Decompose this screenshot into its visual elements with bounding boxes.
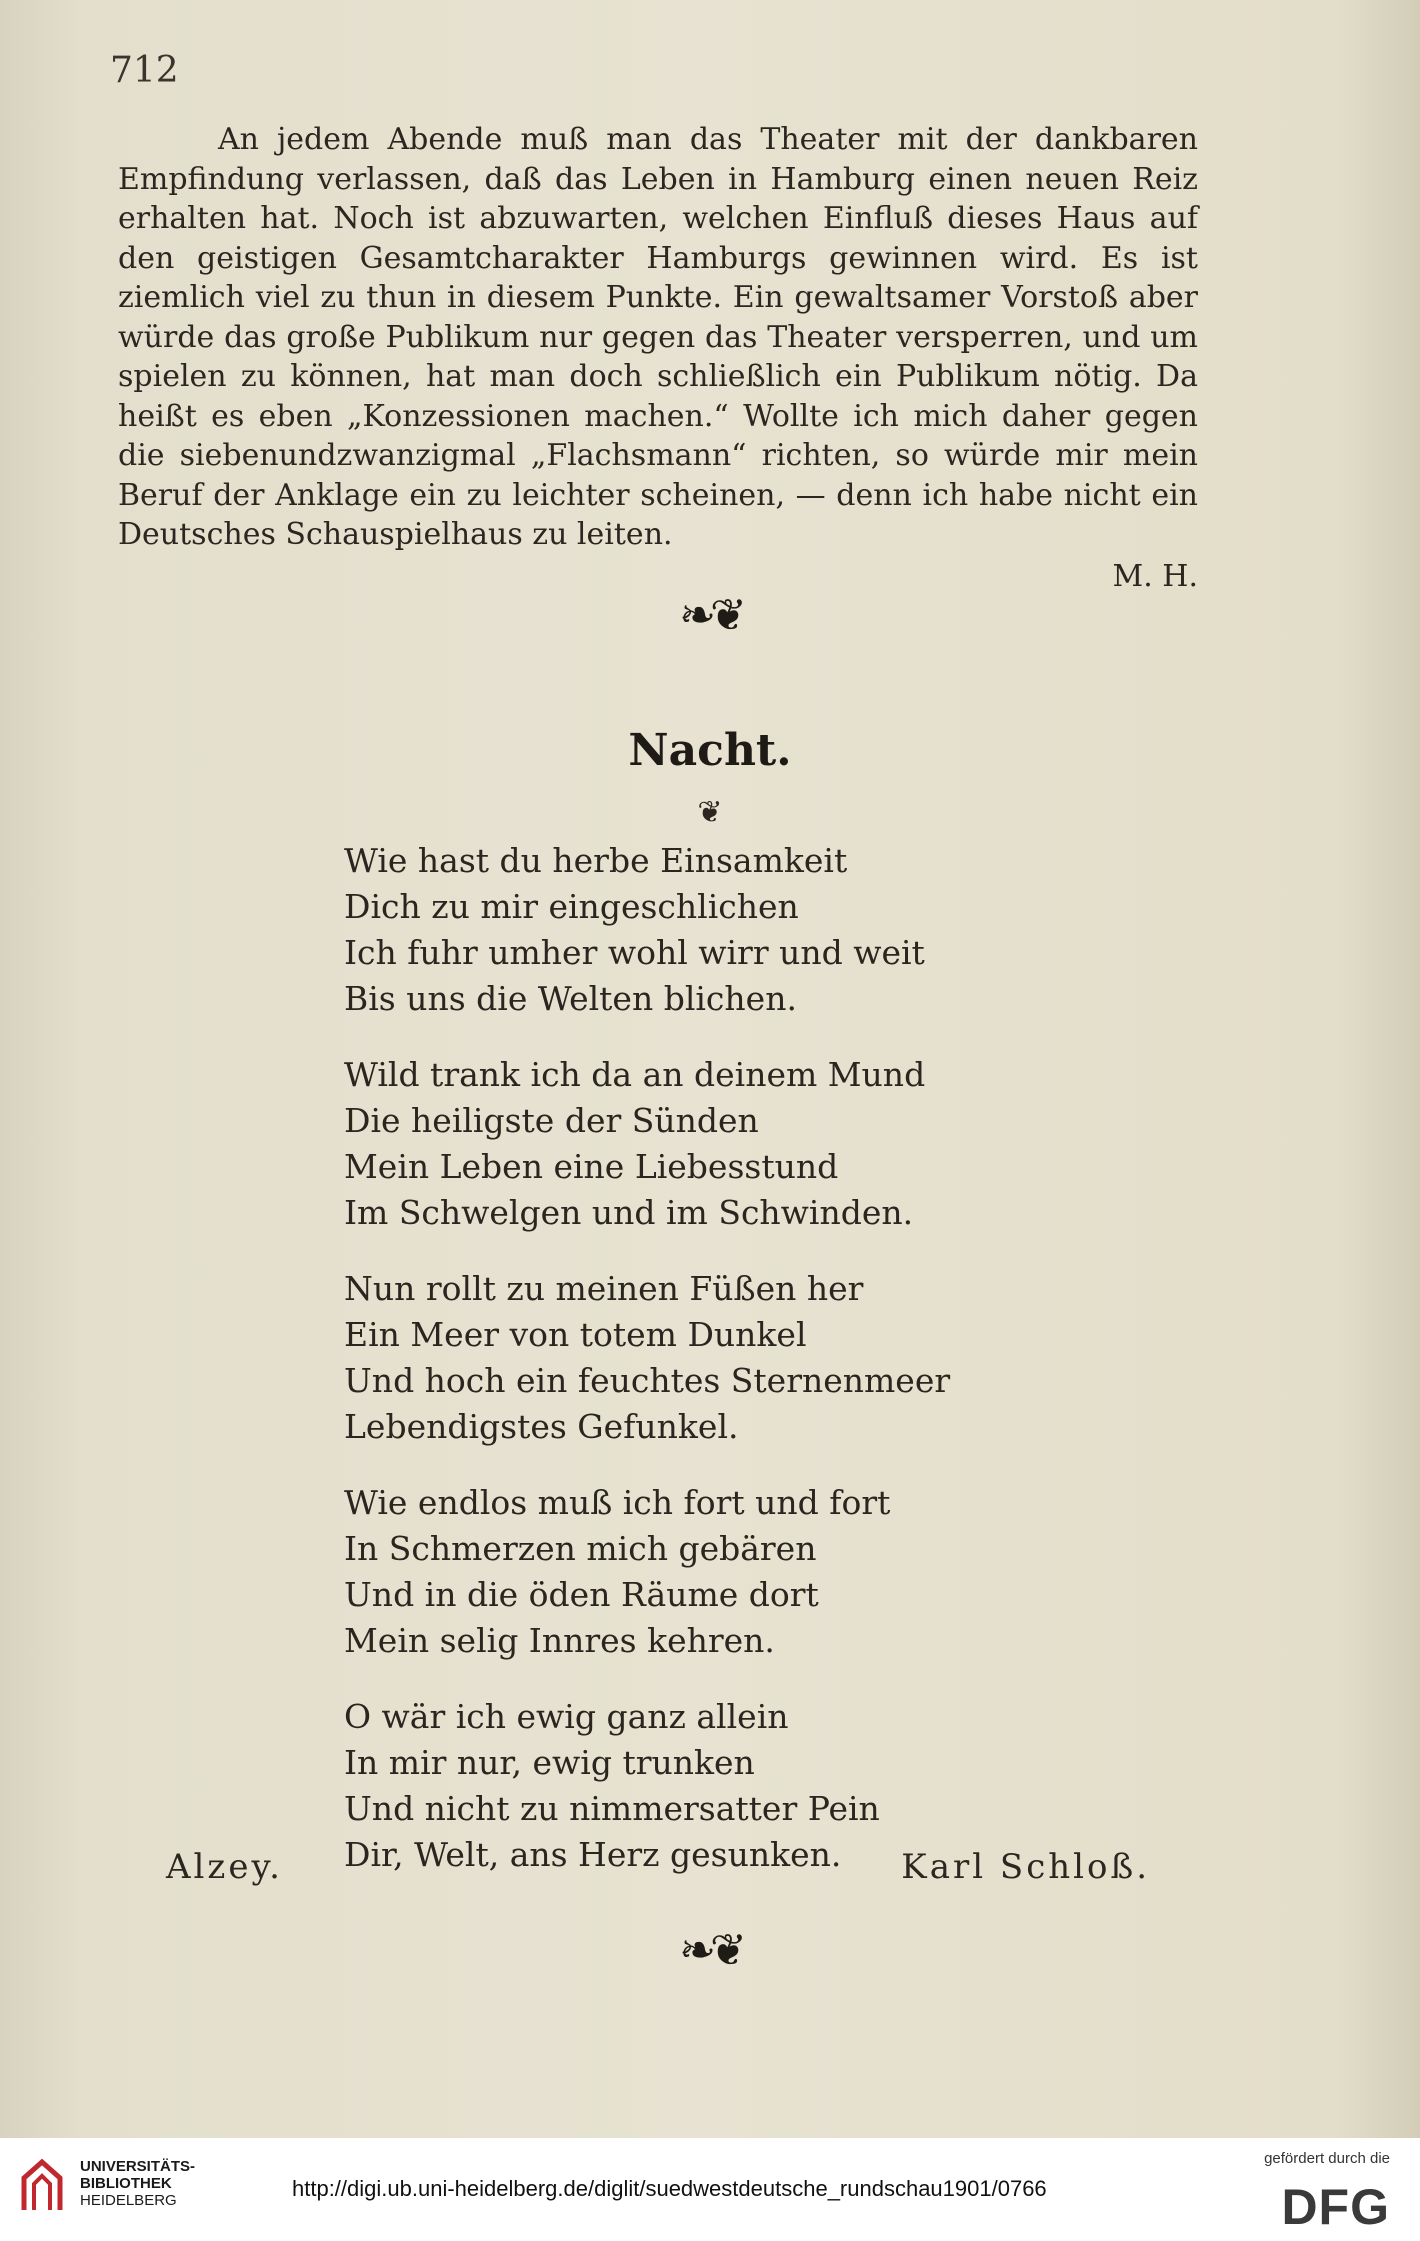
library-name-line: UNIVERSITÄTS- bbox=[80, 2158, 196, 2175]
poem-line: Und nicht zu nimmersatter Pein bbox=[344, 1789, 880, 1828]
ub-heidelberg-logo-icon[interactable] bbox=[18, 2156, 66, 2216]
funding-caption: gefördert durch die bbox=[1264, 2150, 1390, 2167]
dfg-logo[interactable]: DFG bbox=[1281, 2179, 1390, 2235]
poem-line: Wild trank ich da an deinem Mund bbox=[344, 1055, 926, 1094]
page-number: 712 bbox=[110, 50, 179, 91]
poem-line: Wie hast du herbe Einsamkeit bbox=[344, 841, 848, 880]
poem-place: Alzey. bbox=[166, 1847, 283, 1887]
poem-line: Mein selig Innres kehren. bbox=[344, 1621, 775, 1660]
poem-line: Ich fuhr umher wohl wirr und weit bbox=[344, 933, 925, 972]
poem-line: Bis uns die Welten blichen. bbox=[344, 979, 797, 1018]
footer-bar bbox=[0, 2138, 1420, 2241]
poem-line: Die heiligste der Sünden bbox=[344, 1101, 759, 1140]
fleuron-ornament-icon: ❧❦ bbox=[679, 590, 741, 641]
poem-stanza bbox=[344, 1266, 1104, 1450]
small-ornament-icon: ❦ bbox=[697, 795, 723, 830]
poem-line: In mir nur, ewig trunken bbox=[344, 1743, 755, 1782]
article-paragraph: An jedem Abende muß man das Theater mit der dankbaren Empfindung verlassen, daß das Leben in Hamburg einen neuen Reiz erhalten hat. Noch ist abzuwarten, welchen Einfluß dieses Haus auf den geistigen Gesamtcharakter Hamburgs gewinnen wird. Es ist ziemlich viel zu thun in diesem Punkte. Ein gewaltsamer Vorstoß aber würde das große Publikum nur gegen das Theater versperren, und um spielen zu können, hat man doch schließlich ein Publikum nötig. Da heißt es eben „Konzessionen machen.“ Wollte ich mich daher gegen die siebenundzwanzigmal „Flachsmann“ richten, so würde mir mein Beruf der Anklage ein zu leichter scheinen, — denn ich habe nicht ein Deutsches Schauspielhaus zu leiten. bbox=[118, 122, 1198, 552]
poem-line: Lebendigstes Gefunkel. bbox=[344, 1407, 739, 1446]
poem-line: Mein Leben eine Liebesstund bbox=[344, 1147, 839, 1186]
fleuron-ornament-icon: ❧❦ bbox=[679, 1925, 741, 1976]
article-text bbox=[118, 120, 1198, 596]
poem-line: In Schmerzen mich gebären bbox=[344, 1529, 817, 1568]
poem-stanza bbox=[344, 1480, 1104, 1664]
poem-line: Dir, Welt, ans Herz gesunken. bbox=[344, 1835, 842, 1874]
source-url-link[interactable]: http://digi.ub.uni-heidelberg.de/diglit/suedwestdeutsche_rundschau1901/0766 bbox=[292, 2176, 1047, 2201]
poem-line: Und in die öden Räume dort bbox=[344, 1575, 819, 1614]
poem-author: Karl Schloß. bbox=[901, 1847, 1150, 1887]
poem-stanza bbox=[344, 1052, 1104, 1236]
poem-line: Ein Meer von totem Dunkel bbox=[344, 1315, 807, 1354]
poem-line: O wär ich ewig ganz allein bbox=[344, 1697, 789, 1736]
poem-line: Und hoch ein feuchtes Sternenmeer bbox=[344, 1361, 951, 1400]
library-name bbox=[80, 2158, 195, 2209]
poem-stanza bbox=[344, 838, 1104, 1022]
poem-line: Dich zu mir eingeschlichen bbox=[344, 887, 799, 926]
library-name-line: HEIDELBERG bbox=[80, 2192, 177, 2209]
article-signature: M. H. bbox=[1112, 558, 1198, 594]
poem-line: Im Schwelgen und im Schwinden. bbox=[344, 1193, 914, 1232]
poem-line: Wie endlos muß ich fort und fort bbox=[344, 1483, 891, 1522]
poem-line: Nun rollt zu meinen Füßen her bbox=[344, 1269, 864, 1308]
poem bbox=[344, 838, 1104, 1908]
library-name-line: BIBLIOTHEK bbox=[80, 2175, 172, 2192]
poem-title: Nacht. bbox=[628, 725, 792, 776]
